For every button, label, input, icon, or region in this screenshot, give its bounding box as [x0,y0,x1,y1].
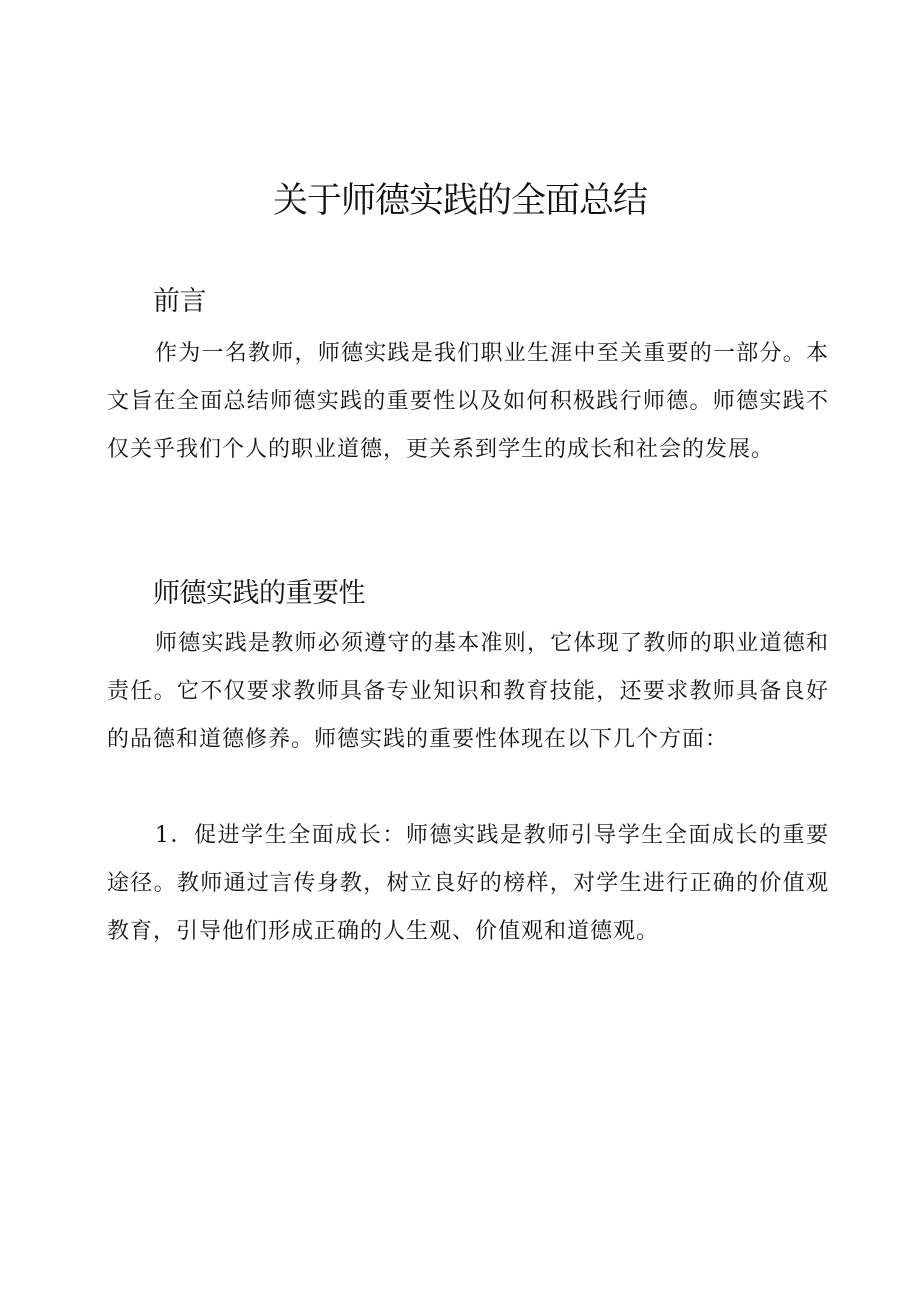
importance-paragraph: 师德实践是教师必须遵守的基本准则，它体现了教师的职业道德和责任。它不仅要求教师具备专业知识和教育技能，还要求教师具备良好的品德和道德修养。师德实践的重要性体现在以下几个方面： [107,631,829,752]
preface-paragraph: 作为一名教师，师德实践是我们职业生涯中至关重要的一部分。本文旨在全面总结师德实践的重要性以及如何积极践行师德。师德实践不仅关乎我们个人的职业道德，更关系到学生的成长和社会的发展。 [107,341,829,462]
section-heading-importance: 师德实践的重要性 [153,578,365,609]
document-title: 关于师德实践的全面总结 [272,181,647,221]
section-heading-preface: 前言 [153,286,206,317]
list-item-1-paragraph: 1．促进学生全面成长：师德实践是教师引导学生全面成长的重要途径。教师通过言传身教，树立良好的榜样，对学生进行正确的价值观教育，引导他们形成正确的人生观、价值观和道德观。 [107,823,829,944]
